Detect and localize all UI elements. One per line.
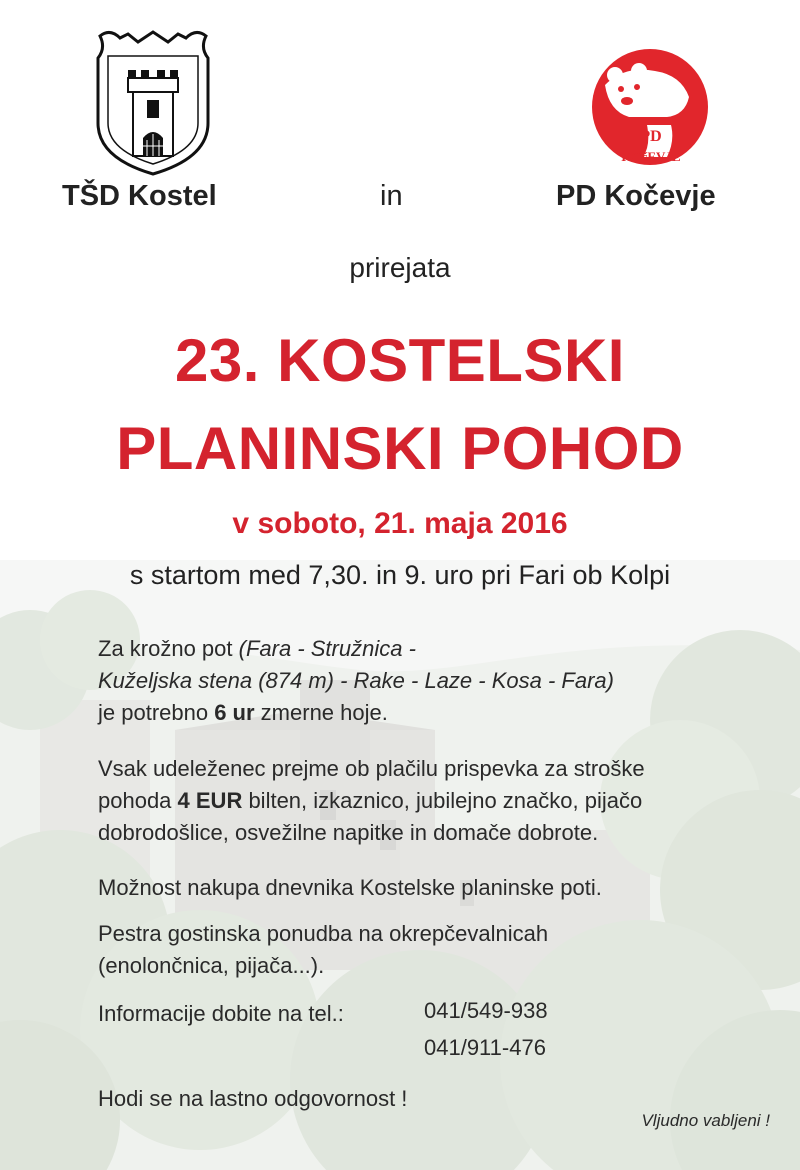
- phone-number-2: 041/911-476: [424, 1035, 546, 1060]
- organizer-right: PD Kočevje: [556, 180, 716, 212]
- route-paragraph: Za krožno pot (Fara - Stružnica - Kuželjska stena (874 m) - Rake - Laze - Kosa - Fara) je potrebno 6 ur zmerne hoje.: [98, 636, 614, 725]
- pd-kocevje-bear-logo: [585, 45, 715, 175]
- food-paragraph: Pestra gostinska ponudba na okrepčevalnicah (enolončnica, pijača...).: [98, 921, 549, 978]
- conjunction: in: [380, 180, 403, 212]
- organizer-left: TŠD Kostel: [62, 180, 217, 212]
- diary-paragraph: Možnost nakupa dnevnika Kostelske planinske poti.: [98, 875, 602, 900]
- intro-text: prirejata: [349, 252, 451, 283]
- event-date: v soboto, 21. maja 2016: [232, 507, 568, 540]
- event-start: s startom med 7,30. in 9. uro pri Fari ob Kolpi: [129, 560, 671, 590]
- closing-invitation: Vljudno vabljeni !: [641, 1111, 770, 1130]
- phone-number-1: 041/549-938: [424, 998, 548, 1023]
- svg-text:KOčEVJE: KOčEVJE: [621, 149, 681, 164]
- info-label: Informacije dobite na tel.:: [98, 1001, 344, 1026]
- event-title-line2: PLANINSKI POHOD: [116, 415, 684, 482]
- svg-text:PD: PD: [640, 128, 662, 145]
- responsibility-note: Hodi se na lastno odgovornost !: [98, 1086, 408, 1111]
- event-title-line1: 23. KOSTELSKI: [175, 327, 625, 394]
- tsd-kostel-coat-of-arms-logo: [88, 28, 218, 178]
- fee-paragraph: Vsak udeleženec prejme ob plačilu prispevka za stroške pohoda 4 EUR bilten, izkaznico, jubilejno značko, pijačo dobrodošlice, osvežilne napitke in domače dobrote.: [98, 756, 645, 845]
